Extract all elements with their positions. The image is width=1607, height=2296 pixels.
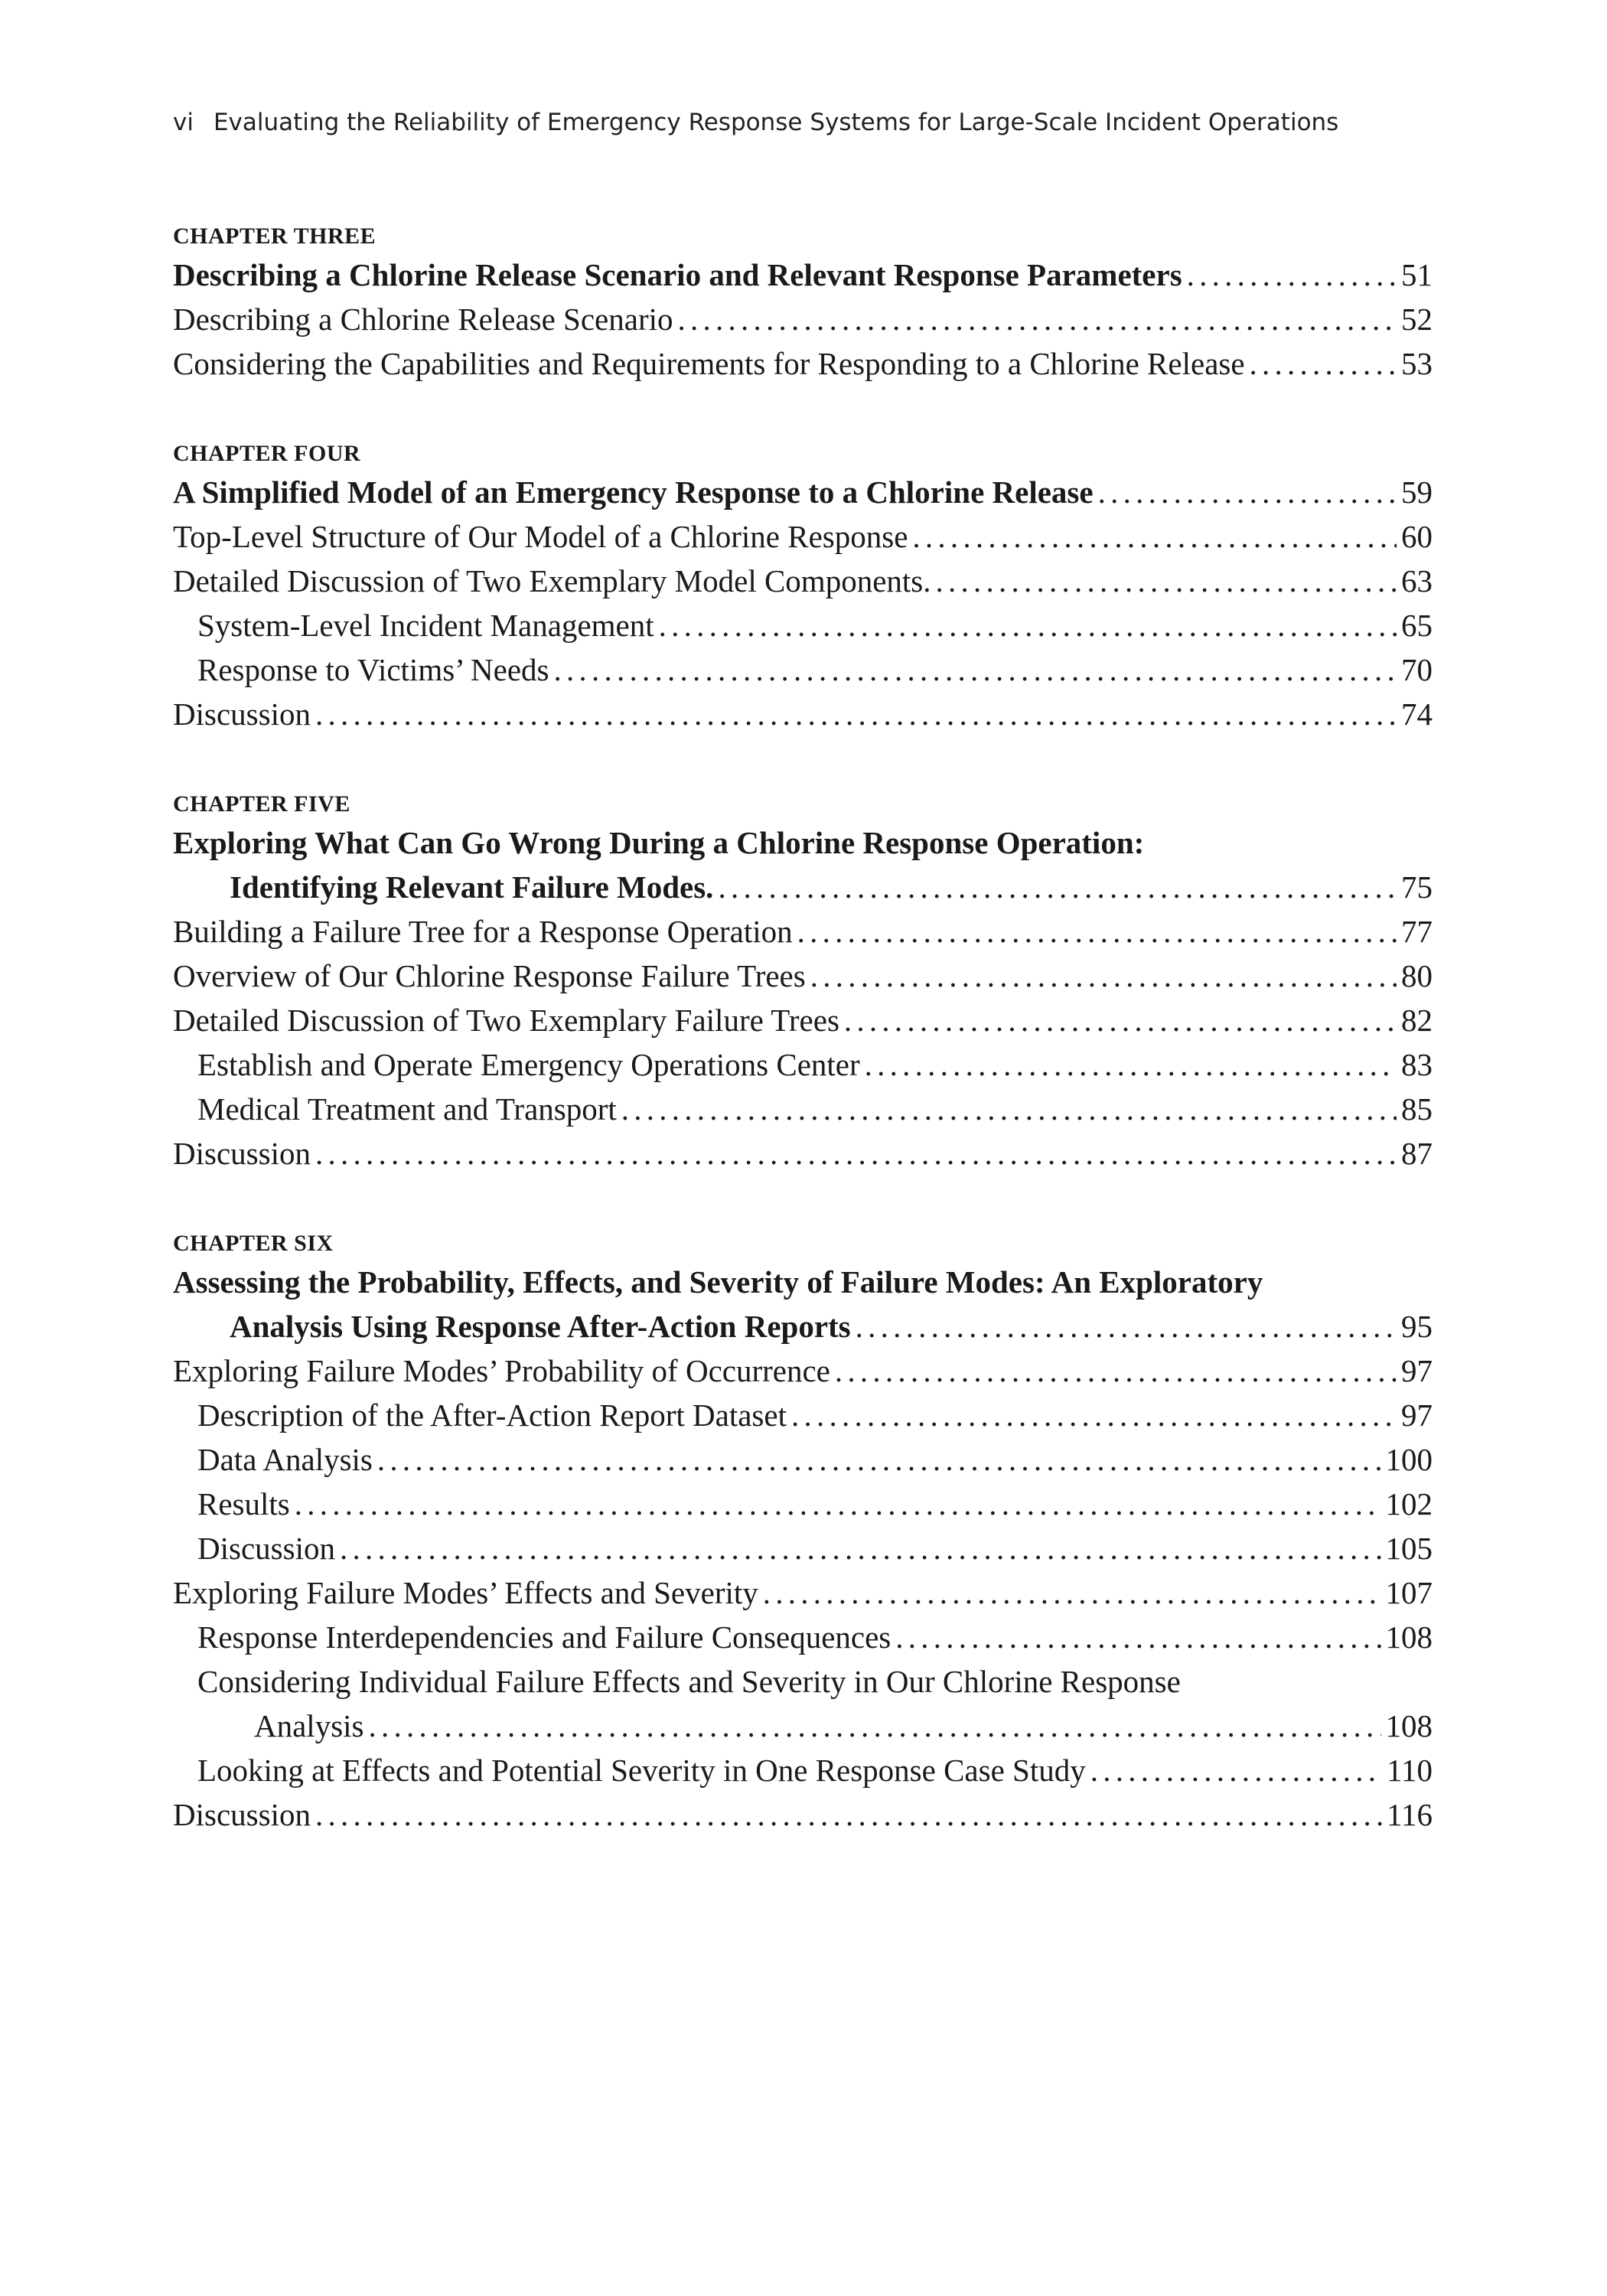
dot-leader xyxy=(678,297,1397,341)
page-number: 105 xyxy=(1385,1531,1433,1566)
toc-entry[interactable] xyxy=(173,1792,1433,1837)
page-number: 110 xyxy=(1387,1753,1433,1788)
dot-leader xyxy=(554,647,1397,692)
page-number: 59 xyxy=(1401,475,1433,510)
entry-text: Detailed Discussion of Two Exemplary Model Components. xyxy=(173,563,931,598)
toc-subentry[interactable] xyxy=(173,1042,1433,1087)
toc-entry[interactable] xyxy=(173,1349,1433,1393)
dot-leader xyxy=(895,1615,1380,1659)
entry-text: Looking at Effects and Potential Severity in One Response Case Study xyxy=(197,1753,1086,1788)
page-number: 100 xyxy=(1385,1442,1433,1477)
chapter-title-line: Assessing the Probability, Effects, and Severity of Failure Modes: An Exploratory xyxy=(173,1264,1263,1300)
chapter-title-continued: Analysis Using Response After-Action Reports xyxy=(230,1309,851,1344)
chapter-label: CHAPTER THREE xyxy=(173,223,376,249)
toc-subentry[interactable] xyxy=(173,1437,1433,1482)
toc-entry[interactable] xyxy=(173,998,1433,1042)
running-head xyxy=(173,109,1338,136)
entry-text-continued: Analysis xyxy=(254,1708,364,1743)
toc-subentry[interactable] xyxy=(173,1748,1433,1792)
dot-leader xyxy=(844,998,1397,1042)
dot-leader xyxy=(1090,1748,1382,1792)
entry-text: Medical Treatment and Transport xyxy=(197,1091,617,1127)
page-number: 97 xyxy=(1401,1353,1433,1388)
entry-text: Discussion xyxy=(197,1531,335,1566)
toc-entry[interactable] xyxy=(173,692,1433,736)
page-number: 85 xyxy=(1401,1091,1433,1127)
dot-leader xyxy=(718,865,1397,909)
chapter-title-entry[interactable] xyxy=(173,1304,1433,1349)
dot-leader xyxy=(797,909,1397,954)
page-number: 74 xyxy=(1401,696,1433,732)
entry-text: Exploring Failure Modes’ Probability of Occurrence xyxy=(173,1353,830,1388)
toc-subentry[interactable] xyxy=(173,603,1433,647)
entry-text: Exploring Failure Modes’ Effects and Severity xyxy=(173,1575,758,1610)
page-number: 53 xyxy=(1401,346,1433,381)
dot-leader xyxy=(315,692,1397,736)
entry-text: Results xyxy=(197,1486,290,1521)
entry-text: Detailed Discussion of Two Exemplary Failure Trees xyxy=(173,1003,839,1038)
chapter-five xyxy=(173,790,1433,1176)
toc-entry[interactable] xyxy=(173,909,1433,954)
chapter-title-line: Exploring What Can Go Wrong During a Chlorine Response Operation: xyxy=(173,825,1145,860)
page-number: 52 xyxy=(1401,302,1433,337)
chapter-title-entry[interactable] xyxy=(173,470,1433,514)
page-number: 102 xyxy=(1385,1486,1433,1521)
toc-entry[interactable] xyxy=(173,559,1433,603)
toc-subentry[interactable] xyxy=(173,1615,1433,1659)
page-number: 97 xyxy=(1401,1397,1433,1433)
running-head-title: Evaluating the Reliability of Emergency Response Systems for Large-Scale Incident Operations xyxy=(213,109,1339,136)
entry-text: Discussion xyxy=(173,696,311,732)
chapter-title-continued: Identifying Relevant Failure Modes. xyxy=(230,869,714,905)
page-number: 83 xyxy=(1401,1047,1433,1082)
toc-entry[interactable] xyxy=(173,514,1433,559)
entry-text: Describing a Chlorine Release Scenario xyxy=(173,302,673,337)
chapter-six xyxy=(173,1229,1433,1837)
table-of-contents xyxy=(173,222,1433,1890)
dot-leader xyxy=(856,1304,1397,1349)
page-number: 80 xyxy=(1401,958,1433,993)
entry-text: System-Level Incident Management xyxy=(197,608,654,643)
dot-leader xyxy=(1250,341,1397,386)
page-folio: vi xyxy=(173,109,194,136)
page-number: 116 xyxy=(1387,1797,1433,1832)
toc-entry[interactable] xyxy=(173,341,1433,386)
page-number: 107 xyxy=(1385,1575,1433,1610)
dot-leader xyxy=(340,1526,1381,1570)
entry-text: Considering the Capabilities and Requirements for Responding to a Chlorine Release xyxy=(173,346,1245,381)
page-number: 82 xyxy=(1401,1003,1433,1038)
entry-text: Top-Level Structure of Our Model of a Chlorine Response xyxy=(173,519,908,554)
page-number: 70 xyxy=(1401,652,1433,687)
dot-leader xyxy=(763,1570,1381,1615)
chapter-four xyxy=(173,439,1433,736)
dot-leader xyxy=(810,954,1397,998)
dot-leader xyxy=(912,514,1397,559)
dot-leader xyxy=(1098,470,1397,514)
page-number: 77 xyxy=(1401,914,1433,949)
dot-leader xyxy=(936,559,1397,603)
toc-subentry[interactable] xyxy=(173,1393,1433,1437)
entry-text: Data Analysis xyxy=(197,1442,373,1477)
page-number: 95 xyxy=(1401,1309,1433,1344)
dot-leader xyxy=(377,1437,1381,1482)
dot-leader xyxy=(791,1393,1397,1437)
dot-leader xyxy=(865,1042,1397,1087)
page-number: 108 xyxy=(1385,1619,1433,1655)
toc-subentry[interactable] xyxy=(173,647,1433,692)
page-number: 65 xyxy=(1401,608,1433,643)
page-number: 60 xyxy=(1401,519,1433,554)
entry-text: Response to Victims’ Needs xyxy=(197,652,549,687)
page-number: 108 xyxy=(1385,1708,1433,1743)
entry-text: Overview of Our Chlorine Response Failure Trees xyxy=(173,958,806,993)
dot-leader xyxy=(659,603,1397,647)
chapter-title-entry[interactable] xyxy=(173,865,1433,909)
chapter-label: CHAPTER SIX xyxy=(173,1231,334,1256)
toc-entry[interactable] xyxy=(173,954,1433,998)
chapter-title: Describing a Chlorine Release Scenario and Relevant Response Parameters xyxy=(173,257,1182,292)
dot-leader xyxy=(369,1704,1381,1748)
entry-text: Discussion xyxy=(173,1797,311,1832)
toc-entry[interactable] xyxy=(173,1131,1433,1176)
dot-leader xyxy=(295,1482,1381,1526)
page-number: 87 xyxy=(1401,1136,1433,1171)
entry-text: Response Interdependencies and Failure Consequences xyxy=(197,1619,892,1655)
dot-leader xyxy=(835,1349,1397,1393)
toc-entry[interactable] xyxy=(173,297,1433,341)
entry-text: Building a Failure Tree for a Response Operation xyxy=(173,914,793,949)
toc-subentry[interactable] xyxy=(173,1087,1433,1131)
entry-text: Description of the After-Action Report Dataset xyxy=(197,1397,787,1433)
chapter-label: CHAPTER FOUR xyxy=(173,441,361,466)
page-number: 63 xyxy=(1401,563,1433,598)
entry-text: Establish and Operate Emergency Operations Center xyxy=(197,1047,860,1082)
toc-subentry-continued[interactable] xyxy=(173,1704,1433,1748)
dot-leader xyxy=(621,1087,1397,1131)
page-number: 75 xyxy=(1401,869,1433,905)
toc-subentry[interactable] xyxy=(173,1526,1433,1570)
chapter-title-entry[interactable] xyxy=(173,253,1433,297)
dot-leader xyxy=(1187,253,1397,297)
toc-subentry[interactable] xyxy=(173,1482,1433,1526)
chapter-three xyxy=(173,222,1433,386)
chapter-label: CHAPTER FIVE xyxy=(173,791,350,817)
entry-text: Discussion xyxy=(173,1136,311,1171)
dot-leader xyxy=(315,1131,1397,1176)
toc-subentry-line[interactable]: Considering Individual Failure Effects and Severity in Our Chlorine Response xyxy=(197,1664,1181,1699)
chapter-title: A Simplified Model of an Emergency Response to a Chlorine Release xyxy=(173,475,1094,510)
page-number: 51 xyxy=(1401,257,1433,292)
dot-leader xyxy=(315,1792,1382,1837)
toc-entry[interactable] xyxy=(173,1570,1433,1615)
